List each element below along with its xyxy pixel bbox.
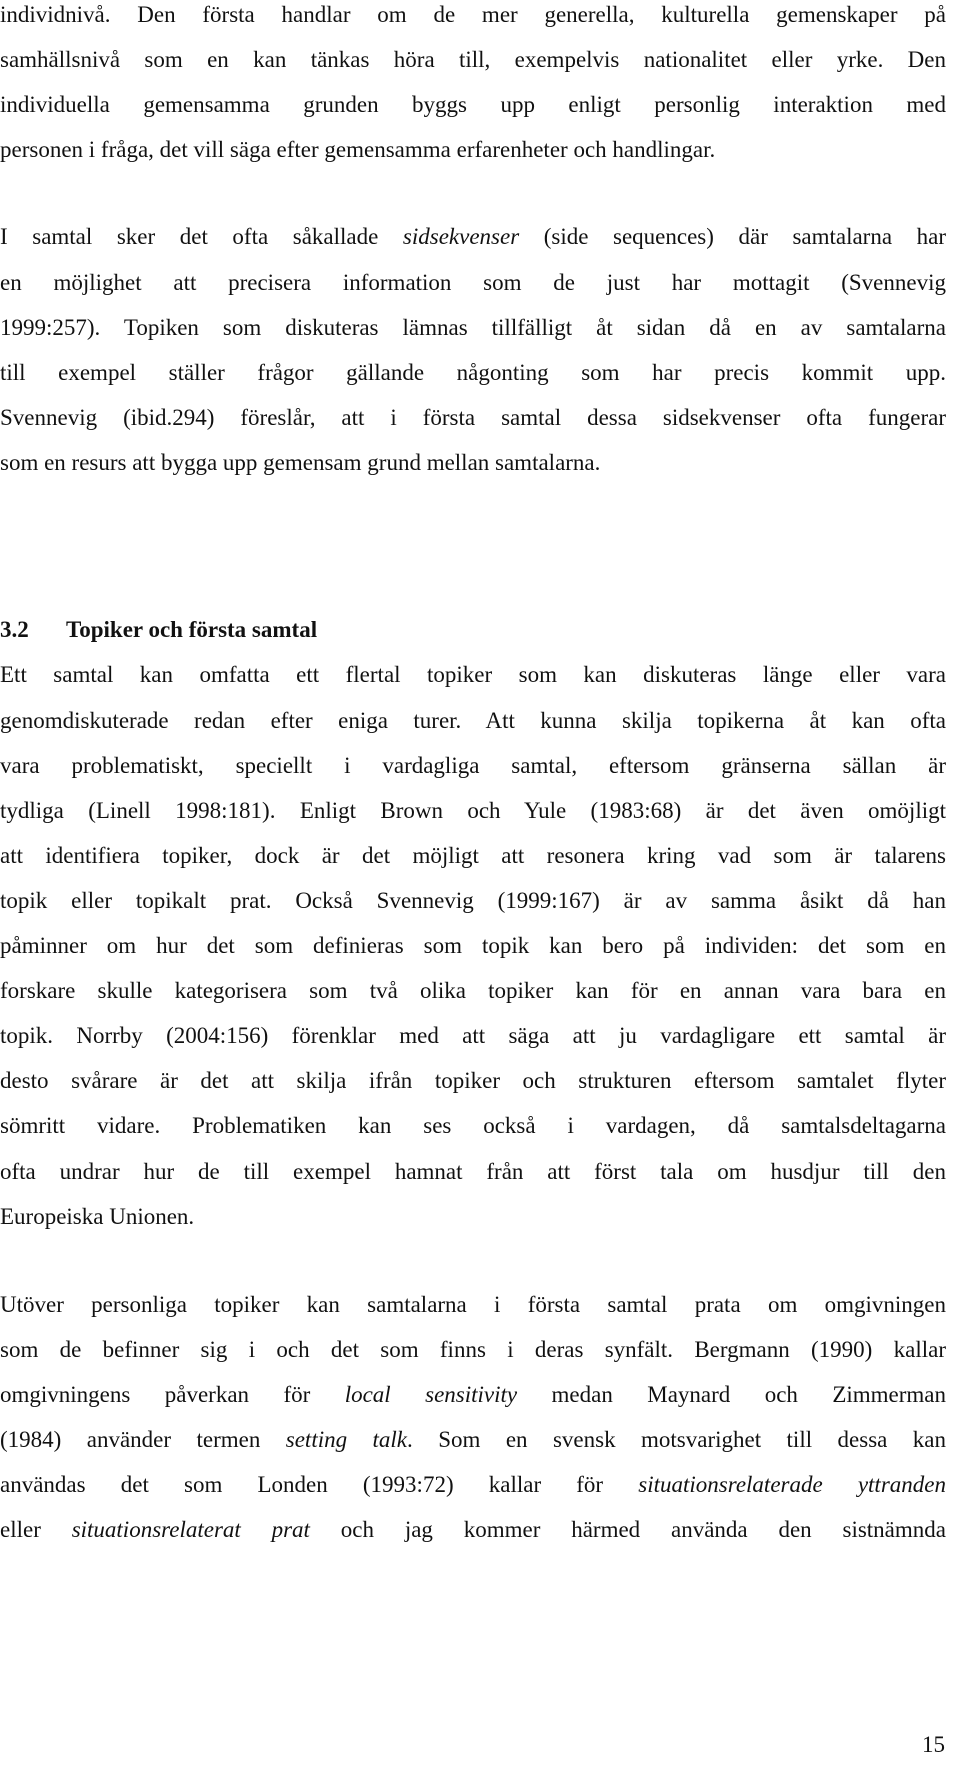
paragraph-4-line bbox=[0, 1515, 946, 1545]
paragraph-3-line: topik eller topikalt prat. Också Svennevig (1999:167) är av samma åsikt då han bbox=[0, 888, 946, 913]
paragraph-3-line: sömritt vidare. Problematiken kan ses också i vardagen, då samtalsdeltagarna bbox=[0, 1113, 946, 1138]
text-run: medan Maynard och Zimmerman bbox=[517, 1382, 947, 1407]
paragraph-2-line: 1999:257). Topiken som diskuteras lämnas tillfälligt åt sidan då en av samtalarna bbox=[0, 315, 946, 340]
italic-term: local sensitivity bbox=[344, 1382, 518, 1407]
text-run: eller bbox=[0, 1517, 72, 1542]
text-run: . Som en svensk motsvarighet till dessa kan bbox=[407, 1427, 946, 1452]
text-run: och jag kommer härmed använda den sistnämnda bbox=[309, 1517, 946, 1542]
paragraph-4-line: som de befinner sig i och det som finns i deras synfält. Bergmann (1990) kallar bbox=[0, 1337, 946, 1362]
section-heading bbox=[0, 615, 317, 645]
paragraph-3-line: forskare skulle kategorisera som två olika topiker kan för en annan vara bara en bbox=[0, 978, 946, 1003]
paragraph-3-line: topik. Norrby (2004:156) förenklar med att säga att ju vardagligare ett samtal är bbox=[0, 1023, 946, 1048]
paragraph-3-line: Europeiska Unionen. bbox=[0, 1204, 195, 1229]
paragraph-2-line: till exempel ställer frågor gällande någonting som har precis kommit upp. bbox=[0, 360, 946, 385]
paragraph-4-line bbox=[0, 1470, 946, 1500]
paragraph-3-line: vara problematiskt, speciellt i vardagliga samtal, eftersom gränserna sällan är bbox=[0, 753, 946, 778]
paragraph-3-line: Ett samtal kan omfatta ett flertal topiker som kan diskuteras länge eller vara bbox=[0, 662, 946, 687]
paragraph-4-line bbox=[0, 1425, 946, 1455]
paragraph-4-line bbox=[0, 1380, 946, 1410]
paragraph-1-line: individuella gemensamma grunden byggs upp enligt personlig interaktion med bbox=[0, 92, 946, 117]
italic-term: situationsrelaterat prat bbox=[71, 1517, 310, 1542]
paragraph-1-line: individnivå. Den första handlar om de mer generella, kulturella gemenskaper på bbox=[0, 2, 946, 27]
paragraph-2-line: som en resurs att bygga upp gemensam grund mellan samtalarna. bbox=[0, 450, 601, 475]
paragraph-3-line: ofta undrar hur de till exempel hamnat från att först tala om husdjur till den bbox=[0, 1159, 946, 1184]
paragraph-2-line bbox=[0, 222, 946, 252]
italic-term: situationsrelaterade yttranden bbox=[638, 1472, 946, 1497]
italic-term: sidsekvenser bbox=[402, 224, 520, 249]
text-run: I samtal sker det ofta såkallade bbox=[0, 224, 403, 249]
paragraph-3-line: desto svårare är det att skilja ifrån topiker och strukturen eftersom samtalet flyter bbox=[0, 1068, 946, 1093]
paragraph-3-line: påminner om hur det som definieras som topik kan bero på individen: det som en bbox=[0, 933, 946, 958]
paragraph-3-line: tydliga (Linell 1998:181). Enligt Brown och Yule (1983:68) är det även omöjligt bbox=[0, 798, 946, 823]
text-run: (side sequences) där samtalarna har bbox=[519, 224, 946, 249]
italic-term: setting talk bbox=[285, 1427, 408, 1452]
page-number: 15 bbox=[922, 1732, 945, 1757]
paragraph-2-line: Svennevig (ibid.294) föreslår, att i första samtal dessa sidsekvenser ofta fungerar bbox=[0, 405, 946, 430]
paragraph-3-line: genomdiskuterade redan efter eniga turer. Att kunna skilja topikerna åt kan ofta bbox=[0, 708, 946, 733]
paragraph-3-line: att identifiera topiker, dock är det möjligt att resonera kring vad som är talarens bbox=[0, 843, 946, 868]
text-run: användas det som Londen (1993:72) kallar för bbox=[0, 1472, 639, 1497]
section-title: Topiker och första samtal bbox=[66, 617, 318, 642]
section-number: 3.2 bbox=[0, 617, 29, 642]
text-run: (1984) använder termen bbox=[0, 1427, 286, 1452]
paragraph-1-line: samhällsnivå som en kan tänkas höra till, exempelvis nationalitet eller yrke. Den bbox=[0, 47, 946, 72]
paragraph-2-line: en möjlighet att precisera information som de just har mottagit (Svennevig bbox=[0, 270, 946, 295]
paragraph-4-line: Utöver personliga topiker kan samtalarna i första samtal prata om omgivningen bbox=[0, 1292, 946, 1317]
paragraph-1-line: personen i fråga, det vill säga efter gemensamma erfarenheter och handlingar. bbox=[0, 137, 716, 162]
text-run: omgivningens påverkan för bbox=[0, 1382, 345, 1407]
